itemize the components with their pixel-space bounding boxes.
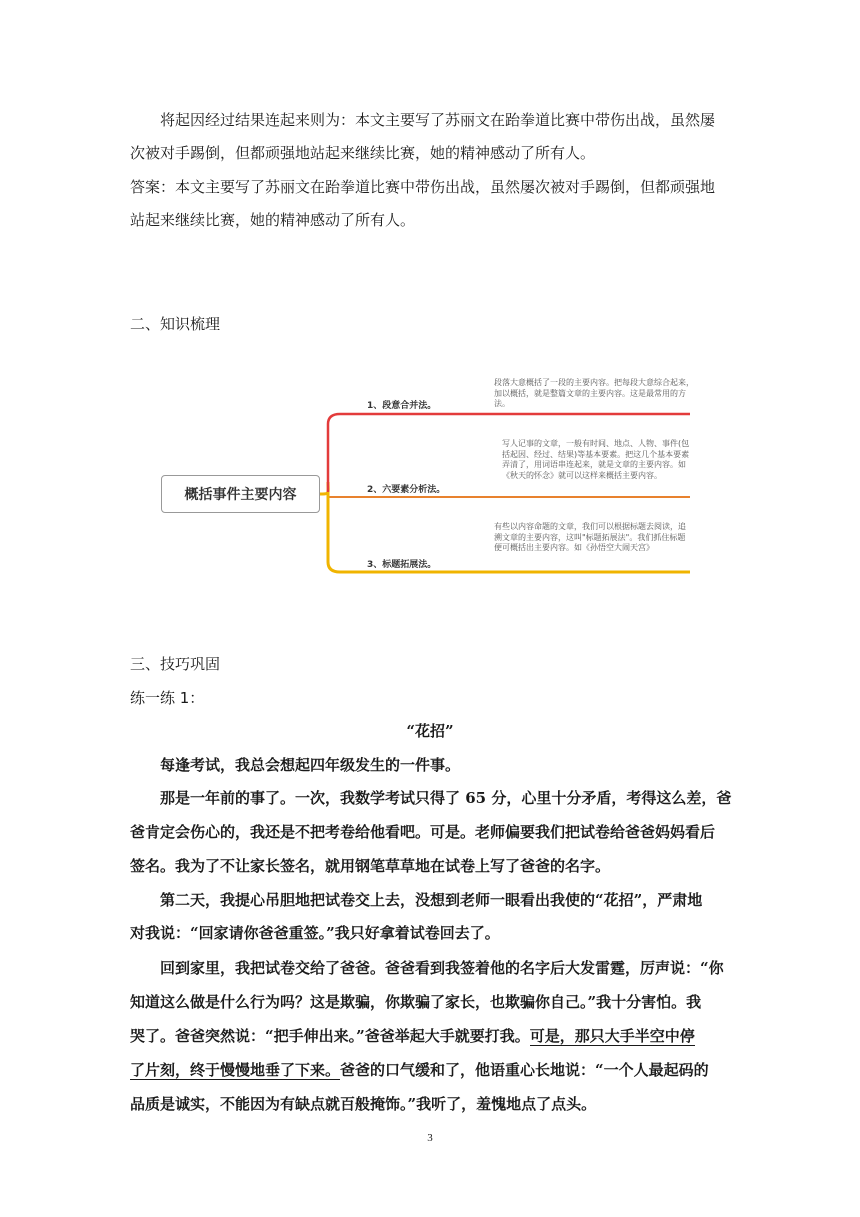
intro-line-2: 次被对手踢倒，但都顽强地站起来继续比赛，她的精神感动了所有人。: [130, 144, 596, 162]
story-line-8: 知道这么做是什么行为吗？这是欺骗，你欺骗了家长，也欺骗你自己。”我十分害怕。我: [130, 993, 702, 1011]
story-line-11: 品质是诚实，不能因为有缺点就百般掩饰。”我听了，羞愧地点了点头。: [130, 1095, 597, 1113]
story-line-5: 第二天，我提心吊胆地把试卷交上去，没想到老师一眼看出我使的“花招”，严肃地: [160, 891, 703, 909]
page-number: 3: [427, 1132, 433, 1144]
mindmap-branch-3: 3、标题拓展法。: [367, 560, 437, 570]
story-line-9-text: 哭了。爸爸突然说：“把手伸出来。”爸爸举起大手就要打我。: [130, 1027, 530, 1045]
mindmap-note-2: 写人记事的文章，一般有时间、地点、人物、事件(包括起因、经过、结果)等基本要素。把这几个基本要素弄清了，用词语串连起来，就是文章的主要内容。如《秋天的怀念》就可以这样来概括主要内容。: [502, 439, 690, 480]
story-line-3: 爸肯定会伤心的，我还是不把考卷给他看吧。可是。老师偏要我们把试卷给爸爸妈妈看后: [130, 823, 716, 841]
story-line-6: 对我说：“回家请你爸爸重签。”我只好拿着试卷回去了。: [130, 924, 500, 942]
intro-line-1: 将起因经过结果连起来则为：本文主要写了苏丽文在跆拳道比赛中带伤出战，虽然屡: [160, 111, 716, 129]
mindmap-note-1: 段落大意概括了一段的主要内容。把每段大意综合起来，加以概括，就是整篇文章的主要内容。这是最常用的方法。: [494, 378, 694, 408]
mindmap-branch-1: 1、段意合并法。: [367, 401, 437, 411]
story-title: “花招”: [406, 722, 454, 740]
story-line-1: 每逢考试，我总会想起四年级发生的一件事。: [160, 756, 461, 774]
section-heading-skills: 三、技巧巩固: [130, 655, 221, 673]
answer-line-2: 站起来继续比赛，她的精神感动了所有人。: [130, 211, 416, 229]
story-line-9: [130, 1026, 730, 1046]
story-line-2: 那是一年前的事了。一次，我数学考试只得了 65 分，心里十分矛盾，考得这么差，爸: [160, 789, 732, 807]
mindmap-root: 概括事件主要内容: [161, 475, 320, 513]
mindmap-branch-2: 2、六要素分析法。: [367, 485, 446, 495]
story-line-4: 签名。我为了不让家长签名，就用钢笔草草地在试卷上写了爸爸的名字。: [130, 857, 611, 875]
exercise-label: 练一练 1：: [130, 689, 205, 707]
mindmap-note-3: 有些以内容命题的文章，我们可以根据标题去阅读，追溯文章的主要内容，这叫"标题拓展法"。我们抓住标题便可概括出主要内容。如《孙悟空大闹天宫》: [494, 522, 686, 552]
answer-line-1: 答案：本文主要写了苏丽文在跆拳道比赛中带伤出战，虽然屡次被对手踢倒，但都顽强地: [130, 178, 716, 196]
underlined-phrase-2: 了片刻，终于慢慢地垂了下来。: [130, 1061, 341, 1079]
story-line-10: [130, 1060, 730, 1080]
section-heading-knowledge: 二、知识梳理: [130, 315, 221, 333]
story-line-7: 回到家里，我把试卷交给了爸爸。爸爸看到我签着他的名字后大发雷霆，厉声说：“你: [160, 959, 724, 977]
underlined-phrase-1: 可是，那只大手半空中停: [529, 1027, 695, 1045]
story-line-10-text: 爸爸的口气缓和了，他语重心长地说：“一个人最起码的: [340, 1061, 709, 1079]
